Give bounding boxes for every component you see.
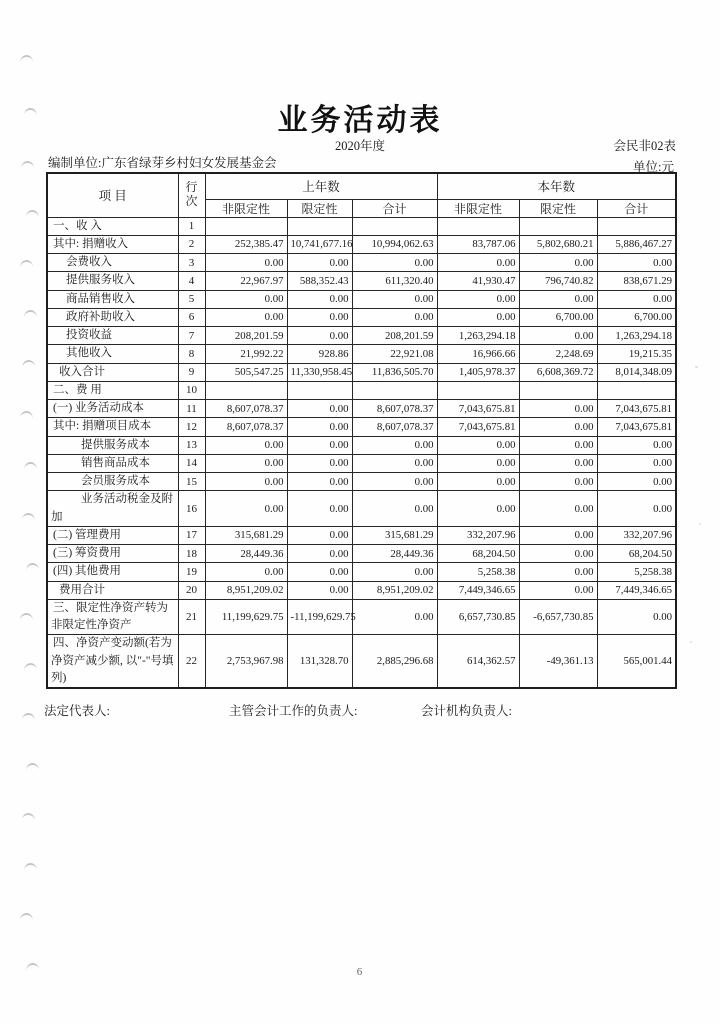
table-row bbox=[47, 491, 676, 527]
item-label-cell: 政府补助收入 bbox=[47, 308, 178, 326]
value-cell: 0.00 bbox=[287, 454, 352, 472]
value-cell bbox=[352, 381, 437, 399]
value-cell: 7,449,346.65 bbox=[597, 581, 676, 599]
value-cell bbox=[597, 381, 676, 399]
value-cell: 1,263,294.18 bbox=[597, 327, 676, 345]
table-row bbox=[47, 473, 676, 491]
value-cell: 0.00 bbox=[205, 473, 287, 491]
item-label-cell: 其他收入 bbox=[47, 345, 178, 363]
value-cell: 10,741,677.16 bbox=[287, 235, 352, 253]
line-no-cell: 20 bbox=[178, 581, 205, 599]
value-cell: 8,951,209.02 bbox=[205, 581, 287, 599]
item-label-cell: 收入合计 bbox=[47, 363, 178, 381]
table-row bbox=[47, 363, 676, 381]
binding-mark bbox=[24, 462, 37, 471]
header-item: 项 目 bbox=[47, 173, 178, 217]
value-cell: 83,787.06 bbox=[437, 235, 519, 253]
value-cell: 0.00 bbox=[352, 308, 437, 326]
value-cell: 796,740.82 bbox=[519, 272, 597, 290]
value-cell: 41,930.47 bbox=[437, 272, 519, 290]
value-cell: 0.00 bbox=[597, 436, 676, 454]
accounting-org-label: 会计机构负责人: bbox=[421, 704, 512, 718]
header-row-groups bbox=[47, 173, 676, 199]
value-cell: 28,449.36 bbox=[352, 545, 437, 563]
binding-mark bbox=[20, 913, 33, 922]
value-cell: 0.00 bbox=[519, 436, 597, 454]
table-row bbox=[47, 563, 676, 581]
value-cell: 0.00 bbox=[519, 400, 597, 418]
item-label-cell: 四、净资产变动额(若为净资产减少额, 以"-"号填列) bbox=[47, 635, 178, 688]
table-row bbox=[47, 436, 676, 454]
value-cell: 2,248.69 bbox=[519, 345, 597, 363]
value-cell: 0.00 bbox=[437, 491, 519, 527]
value-cell: 7,043,675.81 bbox=[437, 418, 519, 436]
item-label-cell: 提供服务成本 bbox=[47, 436, 178, 454]
value-cell: 588,352.43 bbox=[287, 272, 352, 290]
value-cell: 5,258.38 bbox=[597, 563, 676, 581]
value-cell: 0.00 bbox=[597, 599, 676, 635]
value-cell: 16,966.66 bbox=[437, 345, 519, 363]
value-cell: -49,361.13 bbox=[519, 635, 597, 688]
value-cell: 0.00 bbox=[352, 436, 437, 454]
item-label-cell: 一、收 入 bbox=[47, 217, 178, 235]
value-cell: 6,700.00 bbox=[597, 308, 676, 326]
value-cell: 22,967.97 bbox=[205, 272, 287, 290]
value-cell: 0.00 bbox=[519, 290, 597, 308]
line-no-cell: 13 bbox=[178, 436, 205, 454]
item-label-cell: 其中: 捐赠项目成本 bbox=[47, 418, 178, 436]
value-cell: 7,043,675.81 bbox=[437, 400, 519, 418]
value-cell bbox=[287, 217, 352, 235]
value-cell: 505,547.25 bbox=[205, 363, 287, 381]
value-cell: 0.00 bbox=[205, 436, 287, 454]
item-label-cell: 费用合计 bbox=[47, 581, 178, 599]
value-cell: 0.00 bbox=[597, 491, 676, 527]
value-cell: 0.00 bbox=[287, 290, 352, 308]
header-prior-total: 合计 bbox=[352, 199, 437, 217]
item-label-cell: 会员服务成本 bbox=[47, 473, 178, 491]
table-row bbox=[47, 345, 676, 363]
value-cell: 6,657,730.85 bbox=[437, 599, 519, 635]
header-current-total: 合计 bbox=[597, 199, 676, 217]
value-cell: 315,681.29 bbox=[205, 526, 287, 544]
value-cell bbox=[519, 217, 597, 235]
binding-mark bbox=[21, 161, 34, 170]
form-code: 会民非02表 bbox=[613, 139, 676, 153]
value-cell: 0.00 bbox=[519, 545, 597, 563]
value-cell: 6,608,369.72 bbox=[519, 363, 597, 381]
value-cell: 0.00 bbox=[205, 290, 287, 308]
value-cell: 5,802,680.21 bbox=[519, 235, 597, 253]
value-cell: 7,043,675.81 bbox=[597, 418, 676, 436]
value-cell: 208,201.59 bbox=[352, 327, 437, 345]
line-no-cell: 21 bbox=[178, 599, 205, 635]
value-cell: 0.00 bbox=[597, 254, 676, 272]
value-cell: 0.00 bbox=[437, 308, 519, 326]
header-line-no bbox=[178, 173, 205, 217]
item-label-cell: (二) 管理费用 bbox=[47, 526, 178, 544]
value-cell: 22,921.08 bbox=[352, 345, 437, 363]
binding-mark bbox=[20, 411, 33, 421]
value-cell: 0.00 bbox=[287, 308, 352, 326]
binding-mark bbox=[26, 563, 39, 573]
item-label-cell: 三、限定性净资产转为非限定性净资产 bbox=[47, 599, 178, 635]
table-row bbox=[47, 327, 676, 345]
value-cell: 252,385.47 bbox=[205, 235, 287, 253]
value-cell: 0.00 bbox=[287, 436, 352, 454]
value-cell: 928.86 bbox=[287, 345, 352, 363]
value-cell: 0.00 bbox=[352, 491, 437, 527]
line-no-cell: 3 bbox=[178, 254, 205, 272]
value-cell: 1,405,978.37 bbox=[437, 363, 519, 381]
value-cell: 8,951,209.02 bbox=[352, 581, 437, 599]
value-cell: 0.00 bbox=[519, 418, 597, 436]
item-label-cell: 销售商品成本 bbox=[47, 454, 178, 472]
value-cell: 8,607,078.37 bbox=[352, 418, 437, 436]
line-no-cell: 18 bbox=[178, 545, 205, 563]
value-cell: 0.00 bbox=[519, 491, 597, 527]
table-row bbox=[47, 381, 676, 399]
value-cell: 6,700.00 bbox=[519, 308, 597, 326]
prepared-by-label: 编制单位:广东省绿芽乡村妇女发展基金会 bbox=[48, 156, 277, 170]
value-cell: 68,204.50 bbox=[437, 545, 519, 563]
table-row bbox=[47, 581, 676, 599]
value-cell: 21,992.22 bbox=[205, 345, 287, 363]
value-cell: 0.00 bbox=[287, 400, 352, 418]
item-label-cell: 业务活动税金及附加 bbox=[47, 491, 178, 527]
table-row bbox=[47, 599, 676, 635]
value-cell: 8,607,078.37 bbox=[205, 400, 287, 418]
item-label-cell: (四) 其他费用 bbox=[47, 563, 178, 581]
value-cell: 0.00 bbox=[352, 563, 437, 581]
value-cell: 0.00 bbox=[519, 581, 597, 599]
value-cell bbox=[519, 381, 597, 399]
accounting-head-label: 主管会计工作的负责人: bbox=[229, 704, 358, 718]
value-cell: 0.00 bbox=[352, 290, 437, 308]
value-cell: 5,886,467.27 bbox=[597, 235, 676, 253]
binding-mark bbox=[24, 663, 38, 673]
value-cell: 332,207.96 bbox=[597, 526, 676, 544]
value-cell: -11,199,629.75 bbox=[287, 599, 352, 635]
value-cell: 0.00 bbox=[352, 254, 437, 272]
table-row bbox=[47, 635, 676, 688]
value-cell: 1,263,294.18 bbox=[437, 327, 519, 345]
line-no-cell: 11 bbox=[178, 400, 205, 418]
value-cell bbox=[437, 217, 519, 235]
activity-table-wrap bbox=[46, 172, 677, 689]
value-cell: 19,215.35 bbox=[597, 345, 676, 363]
value-cell: 0.00 bbox=[287, 563, 352, 581]
value-cell: 0.00 bbox=[519, 563, 597, 581]
value-cell: 0.00 bbox=[352, 473, 437, 491]
item-label-cell: (一) 业务活动成本 bbox=[47, 400, 178, 418]
value-cell: 0.00 bbox=[519, 526, 597, 544]
value-cell: 0.00 bbox=[352, 454, 437, 472]
legal-representative-label: 法定代表人: bbox=[44, 704, 110, 718]
value-cell: 838,671.29 bbox=[597, 272, 676, 290]
value-cell: 0.00 bbox=[205, 454, 287, 472]
value-cell: 0.00 bbox=[287, 581, 352, 599]
binding-mark bbox=[24, 863, 37, 873]
table-body bbox=[47, 217, 676, 688]
binding-mark bbox=[20, 613, 33, 622]
line-no-cell: 5 bbox=[178, 290, 205, 308]
table-row bbox=[47, 526, 676, 544]
table-row bbox=[47, 235, 676, 253]
value-cell: 208,201.59 bbox=[205, 327, 287, 345]
value-cell: 0.00 bbox=[352, 599, 437, 635]
binding-mark bbox=[20, 260, 33, 270]
value-cell: 0.00 bbox=[205, 563, 287, 581]
value-cell: 0.00 bbox=[205, 308, 287, 326]
binding-mark bbox=[26, 763, 39, 772]
scan-speckle bbox=[699, 523, 701, 525]
value-cell: 611,320.40 bbox=[352, 272, 437, 290]
line-no-cell: 9 bbox=[178, 363, 205, 381]
binding-mark bbox=[24, 310, 37, 319]
header-prior-restricted: 限定性 bbox=[287, 199, 352, 217]
value-cell: 0.00 bbox=[597, 454, 676, 472]
line-no-cell: 12 bbox=[178, 418, 205, 436]
value-cell: 614,362.57 bbox=[437, 635, 519, 688]
value-cell: 10,994,062.63 bbox=[352, 235, 437, 253]
value-cell bbox=[352, 217, 437, 235]
value-cell: 0.00 bbox=[437, 454, 519, 472]
line-no-cell: 19 bbox=[178, 563, 205, 581]
line-no-cell: 17 bbox=[178, 526, 205, 544]
currency-unit-label: 单位:元 bbox=[633, 160, 674, 174]
binding-mark bbox=[22, 713, 35, 723]
line-no-cell: 4 bbox=[178, 272, 205, 290]
value-cell: 0.00 bbox=[437, 254, 519, 272]
value-cell: 0.00 bbox=[205, 491, 287, 527]
value-cell bbox=[597, 217, 676, 235]
table-row bbox=[47, 308, 676, 326]
value-cell: 0.00 bbox=[287, 418, 352, 436]
table-row bbox=[47, 217, 676, 235]
line-no-cell: 15 bbox=[178, 473, 205, 491]
line-no-cell: 1 bbox=[178, 217, 205, 235]
header-current-unrestricted: 非限定性 bbox=[437, 199, 519, 217]
value-cell: 7,449,346.65 bbox=[437, 581, 519, 599]
line-no-cell: 14 bbox=[178, 454, 205, 472]
value-cell: 11,199,629.75 bbox=[205, 599, 287, 635]
value-cell: 0.00 bbox=[205, 254, 287, 272]
item-label-cell: 商品销售收入 bbox=[47, 290, 178, 308]
binding-mark bbox=[26, 209, 40, 219]
value-cell bbox=[287, 381, 352, 399]
table-row bbox=[47, 290, 676, 308]
value-cell: 0.00 bbox=[437, 436, 519, 454]
scan-speckle bbox=[695, 366, 698, 368]
value-cell: 8,014,348.09 bbox=[597, 363, 676, 381]
activity-table bbox=[46, 172, 677, 689]
value-cell: 5,258.38 bbox=[437, 563, 519, 581]
value-cell: 11,836,505.70 bbox=[352, 363, 437, 381]
report-period: 2020年度 bbox=[334, 139, 385, 153]
value-cell: 0.00 bbox=[287, 526, 352, 544]
value-cell: 315,681.29 bbox=[352, 526, 437, 544]
binding-mark bbox=[20, 55, 34, 65]
header-line-no-char2: 次 bbox=[185, 194, 198, 209]
table-row bbox=[47, 254, 676, 272]
value-cell: 8,607,078.37 bbox=[205, 418, 287, 436]
value-cell: 28,449.36 bbox=[205, 545, 287, 563]
value-cell: 0.00 bbox=[287, 491, 352, 527]
value-cell: 0.00 bbox=[597, 473, 676, 491]
value-cell: 0.00 bbox=[437, 473, 519, 491]
header-prior-unrestricted: 非限定性 bbox=[205, 199, 287, 217]
table-row bbox=[47, 418, 676, 436]
value-cell: 565,001.44 bbox=[597, 635, 676, 688]
line-no-cell: 16 bbox=[178, 491, 205, 527]
value-cell: 11,330,958.45 bbox=[287, 363, 352, 381]
item-label-cell: 其中: 捐赠收入 bbox=[47, 235, 178, 253]
binding-mark bbox=[22, 513, 36, 523]
value-cell: 7,043,675.81 bbox=[597, 400, 676, 418]
value-cell: -6,657,730.85 bbox=[519, 599, 597, 635]
value-cell: 0.00 bbox=[287, 327, 352, 345]
header-current-year: 本年数 bbox=[437, 173, 676, 199]
page-number: 6 bbox=[356, 966, 364, 978]
scan-speckle bbox=[690, 641, 692, 643]
value-cell: 0.00 bbox=[519, 327, 597, 345]
value-cell: 2,885,296.68 bbox=[352, 635, 437, 688]
value-cell: 0.00 bbox=[597, 290, 676, 308]
line-no-cell: 22 bbox=[178, 635, 205, 688]
line-no-cell: 2 bbox=[178, 235, 205, 253]
line-no-cell: 7 bbox=[178, 327, 205, 345]
item-label-cell: 会费收入 bbox=[47, 254, 178, 272]
value-cell: 0.00 bbox=[287, 473, 352, 491]
table-row bbox=[47, 400, 676, 418]
line-no-cell: 6 bbox=[178, 308, 205, 326]
binding-mark bbox=[22, 813, 36, 823]
item-label-cell: 投资收益 bbox=[47, 327, 178, 345]
table-row bbox=[47, 272, 676, 290]
value-cell: 0.00 bbox=[519, 254, 597, 272]
table-row bbox=[47, 545, 676, 563]
header-line-no-char1: 行 bbox=[185, 180, 198, 195]
line-no-cell: 10 bbox=[178, 381, 205, 399]
value-cell: 0.00 bbox=[287, 545, 352, 563]
value-cell: 0.00 bbox=[519, 473, 597, 491]
value-cell bbox=[205, 217, 287, 235]
value-cell bbox=[437, 381, 519, 399]
header-prior-year: 上年数 bbox=[205, 173, 437, 199]
line-no-cell: 8 bbox=[178, 345, 205, 363]
value-cell: 8,607,078.37 bbox=[352, 400, 437, 418]
page-title: 业务活动表 bbox=[277, 104, 443, 137]
value-cell: 0.00 bbox=[437, 290, 519, 308]
item-label-cell: 二、费 用 bbox=[47, 381, 178, 399]
binding-mark bbox=[22, 359, 36, 369]
item-label-cell: (三) 筹资费用 bbox=[47, 545, 178, 563]
value-cell: 131,328.70 bbox=[287, 635, 352, 688]
header-current-restricted: 限定性 bbox=[519, 199, 597, 217]
value-cell: 332,207.96 bbox=[437, 526, 519, 544]
table-row bbox=[47, 454, 676, 472]
value-cell: 0.00 bbox=[519, 454, 597, 472]
value-cell: 2,753,967.98 bbox=[205, 635, 287, 688]
value-cell: 0.00 bbox=[287, 254, 352, 272]
item-label-cell: 提供服务收入 bbox=[47, 272, 178, 290]
value-cell bbox=[205, 381, 287, 399]
value-cell: 68,204.50 bbox=[597, 545, 676, 563]
